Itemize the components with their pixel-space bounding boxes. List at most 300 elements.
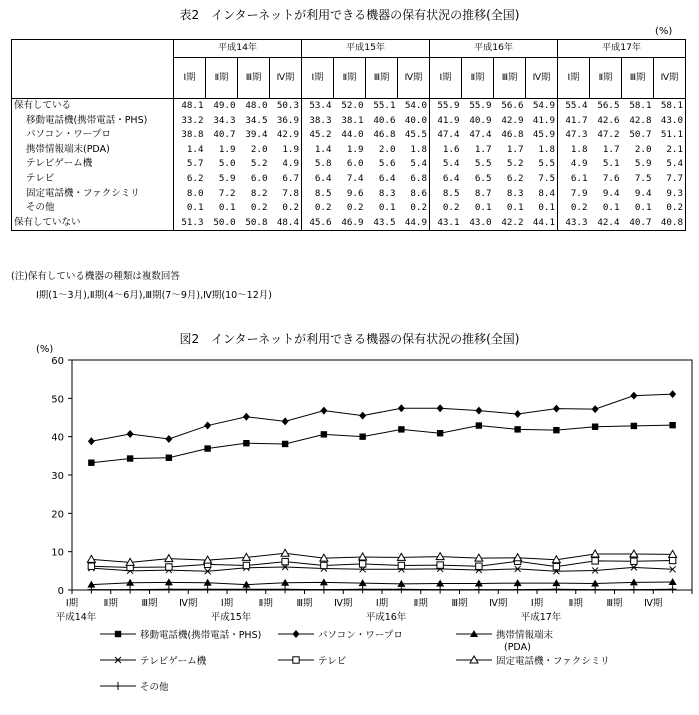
cell-value: 43.3 bbox=[558, 216, 590, 231]
legend-label: (PDA) bbox=[504, 642, 531, 653]
cell-value: 0.1 bbox=[634, 202, 652, 214]
data-point bbox=[320, 407, 327, 415]
cell-value: 6.2 bbox=[506, 172, 524, 184]
data-point bbox=[359, 553, 367, 560]
cell-value: 51.3 bbox=[174, 216, 206, 231]
cell-value: 8.3 bbox=[378, 187, 396, 199]
x-tick-label: Ⅲ期 bbox=[451, 598, 468, 609]
data-point bbox=[398, 562, 404, 568]
cell-value: 45.6 bbox=[302, 216, 334, 231]
cell-value: 5.4 bbox=[410, 158, 427, 170]
table-row bbox=[12, 143, 686, 158]
cell-value: 9.4 bbox=[602, 187, 620, 199]
cell-value: 41.9 bbox=[532, 114, 555, 126]
x-tick-label: Ⅳ期 bbox=[334, 598, 353, 609]
x-tick-label: Ⅱ期 bbox=[568, 598, 583, 609]
cell-value: 2.0 bbox=[378, 143, 396, 155]
cell-value: 7.9 bbox=[558, 187, 590, 202]
row-label: 固定電話機・ファクシミリ bbox=[12, 187, 174, 202]
cell-value: 46.9 bbox=[334, 216, 366, 231]
data-point bbox=[553, 427, 559, 433]
row-label: テレビゲーム機 bbox=[12, 157, 174, 172]
cell-value: 1.4 bbox=[302, 143, 334, 158]
data-point bbox=[514, 426, 520, 432]
data-point bbox=[359, 585, 367, 593]
cell-value: 5.6 bbox=[378, 158, 396, 170]
data-point bbox=[204, 445, 210, 451]
data-point bbox=[88, 460, 94, 466]
cell-value: 33.2 bbox=[174, 114, 206, 129]
data-point bbox=[592, 405, 599, 413]
cell-value: 4.9 bbox=[558, 157, 590, 172]
data-point bbox=[436, 553, 444, 560]
cell-value: 38.8 bbox=[174, 128, 206, 143]
data-point bbox=[281, 585, 289, 593]
cell-value: 47.4 bbox=[469, 129, 492, 141]
row-label: 携帯情報端末(PDA) bbox=[12, 143, 174, 158]
data-point bbox=[320, 578, 328, 585]
cell-value: 1.9 bbox=[218, 143, 236, 155]
table-row bbox=[12, 99, 686, 114]
cell-value: 56.6 bbox=[494, 99, 526, 114]
cell-value: 39.4 bbox=[245, 129, 268, 141]
data-point bbox=[282, 558, 288, 564]
data-point bbox=[437, 404, 444, 412]
cell-value: 46.8 bbox=[373, 129, 396, 141]
cell-value: 55.9 bbox=[462, 99, 494, 114]
x-tick-label: Ⅰ期 bbox=[375, 598, 389, 609]
data-point bbox=[592, 424, 598, 430]
cell-value: 8.2 bbox=[250, 187, 268, 199]
data-point bbox=[475, 407, 482, 415]
cell-value: 0.2 bbox=[250, 202, 268, 214]
x-tick-label: Ⅳ期 bbox=[644, 598, 663, 609]
data-point bbox=[127, 430, 134, 438]
cell-value: 40.0 bbox=[404, 114, 427, 126]
legend-label: 携帯情報端末 bbox=[496, 630, 554, 641]
data-point bbox=[631, 423, 637, 429]
data-point bbox=[359, 433, 365, 439]
cell-value: 34.5 bbox=[245, 114, 268, 126]
table-row bbox=[12, 157, 686, 172]
cell-value: 1.8 bbox=[538, 143, 555, 155]
quarter-header: Ⅳ期 bbox=[654, 58, 686, 99]
cell-value: 55.4 bbox=[558, 99, 590, 114]
cell-value: 42.9 bbox=[276, 129, 299, 141]
cell-value: 5.5 bbox=[474, 158, 492, 170]
cell-value: 5.8 bbox=[302, 157, 334, 172]
x-tick-label: Ⅳ期 bbox=[489, 598, 508, 609]
y-tick-label: 60 bbox=[51, 356, 64, 367]
row-label: 保有している bbox=[12, 99, 174, 114]
cell-value: 0.2 bbox=[302, 201, 334, 216]
cell-value: 6.2 bbox=[174, 172, 206, 187]
x-year-label: 平成15年 bbox=[210, 612, 252, 623]
cell-value: 43.5 bbox=[366, 216, 398, 231]
cell-value: 8.6 bbox=[410, 187, 427, 199]
cell-value: 40.8 bbox=[654, 216, 686, 231]
data-point bbox=[669, 585, 677, 593]
data-point bbox=[127, 455, 133, 461]
year-header: 平成15年 bbox=[302, 40, 430, 58]
cell-value: 9.4 bbox=[634, 187, 652, 199]
cell-value: 6.0 bbox=[250, 172, 268, 184]
cell-value: 50.3 bbox=[270, 99, 302, 114]
cell-value: 0.2 bbox=[282, 202, 299, 214]
data-point bbox=[243, 440, 249, 446]
cell-value: 5.5 bbox=[538, 158, 555, 170]
cell-value: 48.4 bbox=[270, 216, 302, 231]
cell-value: 42.4 bbox=[590, 216, 622, 231]
cell-value: 43.0 bbox=[654, 114, 686, 129]
cell-value: 5.2 bbox=[506, 158, 524, 170]
cell-value: 2.0 bbox=[250, 143, 268, 155]
legend-marker bbox=[293, 630, 300, 638]
data-point bbox=[165, 585, 173, 593]
cell-value: 52.0 bbox=[334, 99, 366, 114]
cell-value: 42.6 bbox=[597, 114, 620, 126]
year-header: 平成17年 bbox=[558, 40, 686, 58]
y-tick-label: 0 bbox=[57, 586, 64, 597]
y-tick-label: 10 bbox=[51, 547, 64, 559]
cell-value: 44.1 bbox=[526, 216, 558, 231]
cell-value: 42.9 bbox=[501, 114, 524, 126]
cell-value: 55.9 bbox=[430, 99, 462, 114]
data-point bbox=[282, 417, 289, 425]
data-point bbox=[553, 563, 559, 569]
cell-value: 6.4 bbox=[430, 172, 462, 187]
cell-value: 0.2 bbox=[410, 202, 427, 214]
data-point bbox=[282, 441, 288, 447]
row-label: パソコン・ワープロ bbox=[12, 128, 174, 143]
cell-value: 43.0 bbox=[462, 216, 494, 231]
cell-value: 7.6 bbox=[602, 172, 620, 184]
cell-value: 54.0 bbox=[398, 99, 430, 114]
table-row bbox=[12, 114, 686, 129]
plot-area bbox=[72, 360, 692, 590]
data-point bbox=[552, 579, 560, 586]
table-row bbox=[12, 172, 686, 187]
cell-value: 54.9 bbox=[526, 99, 558, 114]
cell-value: 47.4 bbox=[430, 128, 462, 143]
x-tick-label: Ⅱ期 bbox=[258, 598, 273, 609]
cell-value: 58.1 bbox=[654, 99, 686, 114]
cell-value: 5.7 bbox=[174, 157, 206, 172]
legend-label: 移動電話機(携帯電話・PHS) bbox=[140, 630, 262, 641]
cell-value: 7.5 bbox=[538, 172, 555, 184]
cell-value: 6.5 bbox=[474, 172, 492, 184]
cell-value: 45.2 bbox=[302, 128, 334, 143]
data-point bbox=[514, 586, 522, 594]
cell-value: 9.3 bbox=[654, 187, 686, 202]
x-tick-label: Ⅲ期 bbox=[606, 598, 623, 609]
data-point bbox=[630, 586, 638, 594]
cell-value: 8.5 bbox=[430, 187, 462, 202]
data-point bbox=[514, 554, 522, 561]
legend-marker bbox=[114, 682, 122, 690]
data-point bbox=[476, 563, 482, 569]
year-header: 平成16年 bbox=[430, 40, 558, 58]
data-point bbox=[321, 431, 327, 437]
cell-value: 48.1 bbox=[174, 99, 206, 114]
quarter-header: Ⅱ期 bbox=[206, 58, 238, 99]
quarter-header: Ⅰ期 bbox=[174, 58, 206, 99]
cell-value: 50.7 bbox=[629, 129, 652, 141]
quarter-header: Ⅳ期 bbox=[398, 58, 430, 99]
cell-value: 8.7 bbox=[474, 187, 492, 199]
data-point bbox=[204, 422, 211, 430]
y-tick-label: 20 bbox=[51, 509, 64, 521]
quarter-header: Ⅱ期 bbox=[334, 58, 366, 99]
table-row bbox=[12, 216, 686, 231]
quarter-header: Ⅰ期 bbox=[302, 58, 334, 99]
cell-value: 0.2 bbox=[558, 201, 590, 216]
cell-value: 5.4 bbox=[654, 157, 686, 172]
x-year-label: 平成17年 bbox=[520, 612, 562, 623]
cell-value: 5.9 bbox=[634, 158, 652, 170]
quarter-header: Ⅲ期 bbox=[494, 58, 526, 99]
table-row bbox=[12, 187, 686, 202]
x-tick-label: Ⅲ期 bbox=[141, 598, 158, 609]
table-note: (注)保有している機器の種類は複数回答 bbox=[11, 271, 180, 282]
y-tick-label: 50 bbox=[51, 394, 64, 406]
cell-value: 5.9 bbox=[218, 172, 236, 184]
table-title: 表2 インターネットが利用できる機器の保有状況の推移(全国) bbox=[179, 8, 520, 22]
legend-label: テレビ bbox=[318, 656, 347, 667]
row-label: テレビ bbox=[12, 172, 174, 187]
table-note-quarters: Ⅰ期(1～3月),Ⅱ期(4～6月),Ⅲ期(7～9月),Ⅳ期(10～12月) bbox=[36, 290, 272, 301]
cell-value: 7.5 bbox=[634, 172, 652, 184]
legend-label: パソコン・ワープロ bbox=[318, 630, 403, 641]
data-point bbox=[436, 586, 444, 594]
cell-value: 58.1 bbox=[622, 99, 654, 114]
cell-value: 53.4 bbox=[302, 99, 334, 114]
quarter-header: Ⅱ期 bbox=[462, 58, 494, 99]
cell-value: 6.1 bbox=[558, 172, 590, 187]
y-tick-label: 40 bbox=[51, 432, 64, 444]
cell-value: 1.9 bbox=[282, 143, 299, 155]
x-tick-label: Ⅰ期 bbox=[65, 598, 79, 609]
x-tick-label: Ⅰ期 bbox=[220, 598, 234, 609]
series-line bbox=[91, 425, 672, 463]
cell-value: 51.1 bbox=[654, 128, 686, 143]
x-tick-label: Ⅰ期 bbox=[530, 598, 544, 609]
cell-value: 44.0 bbox=[341, 129, 364, 141]
cell-value: 6.7 bbox=[282, 172, 299, 184]
cell-value: 8.4 bbox=[538, 187, 555, 199]
cell-value: 0.1 bbox=[174, 201, 206, 216]
data-point bbox=[243, 562, 249, 568]
row-label: 保有していない bbox=[12, 216, 174, 231]
series-line bbox=[91, 553, 672, 562]
cell-value: 40.9 bbox=[469, 114, 492, 126]
cell-value: 45.5 bbox=[404, 129, 427, 141]
y-tick-label: 30 bbox=[51, 471, 64, 482]
data-table bbox=[11, 39, 686, 231]
data-point bbox=[165, 555, 173, 562]
data-point bbox=[669, 422, 675, 428]
legend-label: その他 bbox=[140, 682, 169, 693]
series-line bbox=[91, 582, 672, 585]
cell-value: 40.6 bbox=[373, 114, 396, 126]
data-point bbox=[514, 410, 521, 418]
data-point bbox=[475, 586, 483, 594]
cell-value: 38.1 bbox=[341, 114, 364, 126]
cell-value: 1.6 bbox=[430, 143, 462, 158]
cell-value: 56.5 bbox=[590, 99, 622, 114]
quarter-header: Ⅲ期 bbox=[366, 58, 398, 99]
cell-value: 47.2 bbox=[597, 129, 620, 141]
table-row bbox=[12, 201, 686, 216]
cell-value: 55.1 bbox=[366, 99, 398, 114]
x-tick-label: Ⅳ期 bbox=[179, 598, 198, 609]
cell-value: 1.7 bbox=[474, 143, 492, 155]
table-unit: (%) bbox=[655, 26, 673, 37]
table-row bbox=[12, 128, 686, 143]
quarter-header: Ⅳ期 bbox=[270, 58, 302, 99]
cell-value: 50.8 bbox=[238, 216, 270, 231]
cell-value: 0.1 bbox=[602, 202, 620, 214]
data-point bbox=[436, 579, 444, 586]
data-point bbox=[669, 390, 676, 398]
cell-value: 2.1 bbox=[654, 143, 686, 158]
data-point bbox=[321, 562, 327, 568]
cell-value: 8.0 bbox=[174, 187, 206, 202]
cell-value: 36.9 bbox=[276, 114, 299, 126]
data-point bbox=[630, 392, 637, 400]
quarter-header: Ⅲ期 bbox=[622, 58, 654, 99]
row-label: その他 bbox=[12, 201, 174, 216]
cell-value: 5.2 bbox=[250, 158, 268, 170]
row-label: 移動電話機(携帯電話・PHS) bbox=[12, 114, 174, 129]
legend-marker bbox=[115, 631, 121, 637]
cell-value: 2.0 bbox=[634, 143, 652, 155]
data-point bbox=[88, 437, 95, 445]
quarter-header: Ⅳ期 bbox=[526, 58, 558, 99]
cell-value: 0.2 bbox=[654, 201, 686, 216]
series-line bbox=[91, 394, 672, 441]
x-tick-label: Ⅲ期 bbox=[296, 598, 313, 609]
data-point bbox=[398, 404, 405, 412]
series-line bbox=[91, 560, 672, 567]
cell-value: 0.1 bbox=[538, 202, 555, 214]
data-point bbox=[165, 435, 172, 443]
data-point bbox=[552, 585, 560, 593]
cell-value: 1.8 bbox=[410, 143, 427, 155]
series-line bbox=[91, 567, 672, 571]
data-point bbox=[669, 578, 677, 585]
cell-value: 1.8 bbox=[558, 143, 590, 158]
data-point bbox=[553, 405, 560, 413]
cell-value: 0.1 bbox=[506, 202, 524, 214]
data-point bbox=[591, 586, 599, 594]
data-point bbox=[476, 422, 482, 428]
cell-value: 0.1 bbox=[378, 202, 396, 214]
cell-value: 7.4 bbox=[346, 172, 364, 184]
line-chart bbox=[0, 340, 699, 715]
cell-value: 5.0 bbox=[218, 158, 236, 170]
y-axis-label: (%) bbox=[36, 344, 54, 355]
quarter-header: Ⅰ期 bbox=[558, 58, 590, 99]
cell-value: 48.0 bbox=[238, 99, 270, 114]
cell-value: 46.8 bbox=[501, 129, 524, 141]
data-point bbox=[359, 412, 366, 420]
cell-value: 4.9 bbox=[282, 158, 299, 170]
cell-value: 1.7 bbox=[506, 143, 524, 155]
cell-value: 7.2 bbox=[218, 187, 236, 199]
data-point bbox=[437, 430, 443, 436]
cell-value: 0.1 bbox=[218, 202, 236, 214]
cell-value: 43.1 bbox=[430, 216, 462, 231]
x-tick-label: Ⅱ期 bbox=[103, 598, 118, 609]
cell-value: 6.4 bbox=[302, 172, 334, 187]
cell-value: 6.8 bbox=[410, 172, 427, 184]
x-tick-label: Ⅱ期 bbox=[413, 598, 428, 609]
cell-value: 50.0 bbox=[206, 216, 238, 231]
cell-value: 1.7 bbox=[602, 143, 620, 155]
cell-value: 0.1 bbox=[474, 202, 492, 214]
data-point bbox=[166, 455, 172, 461]
quarter-header: Ⅱ期 bbox=[590, 58, 622, 99]
cell-value: 41.9 bbox=[430, 114, 462, 129]
data-point bbox=[669, 557, 675, 563]
cell-value: 7.8 bbox=[282, 187, 299, 199]
cell-value: 7.7 bbox=[654, 172, 686, 187]
quarter-header: Ⅲ期 bbox=[238, 58, 270, 99]
data-point bbox=[631, 558, 637, 564]
data-point bbox=[398, 426, 404, 432]
cell-value: 5.1 bbox=[602, 158, 620, 170]
data-point bbox=[204, 585, 212, 593]
cell-value: 40.7 bbox=[622, 216, 654, 231]
year-header: 平成14年 bbox=[174, 40, 302, 58]
cell-value: 0.2 bbox=[346, 202, 364, 214]
legend-label: 固定電話機・ファクシミリ bbox=[496, 656, 610, 667]
data-point bbox=[514, 579, 522, 586]
x-year-label: 平成16年 bbox=[365, 612, 407, 623]
cell-value: 6.0 bbox=[346, 158, 364, 170]
data-point bbox=[320, 586, 328, 594]
cell-value: 49.0 bbox=[206, 99, 238, 114]
cell-value: 38.3 bbox=[302, 114, 334, 129]
cell-value: 42.8 bbox=[629, 114, 652, 126]
legend-label: テレビゲーム機 bbox=[140, 656, 207, 667]
cell-value: 40.7 bbox=[213, 129, 236, 141]
data-point bbox=[592, 558, 598, 564]
data-point bbox=[88, 563, 94, 569]
cell-value: 41.7 bbox=[558, 114, 590, 129]
data-point bbox=[87, 555, 95, 562]
cell-value: 45.9 bbox=[532, 129, 555, 141]
data-point bbox=[281, 549, 289, 556]
cell-value: 0.2 bbox=[430, 201, 462, 216]
quarter-header: Ⅰ期 bbox=[430, 58, 462, 99]
cell-value: 42.2 bbox=[494, 216, 526, 231]
cell-value: 1.4 bbox=[174, 143, 206, 158]
cell-value: 8.3 bbox=[506, 187, 524, 199]
legend-marker bbox=[293, 657, 299, 663]
data-point bbox=[437, 562, 443, 568]
cell-value: 9.6 bbox=[346, 187, 364, 199]
data-point bbox=[243, 413, 250, 421]
table-corner bbox=[12, 40, 174, 99]
data-point bbox=[359, 561, 365, 567]
data-point bbox=[165, 578, 173, 585]
cell-value: 8.5 bbox=[302, 187, 334, 202]
cell-value: 47.3 bbox=[558, 128, 590, 143]
x-year-label: 平成14年 bbox=[55, 612, 97, 623]
cell-value: 44.9 bbox=[398, 216, 430, 231]
